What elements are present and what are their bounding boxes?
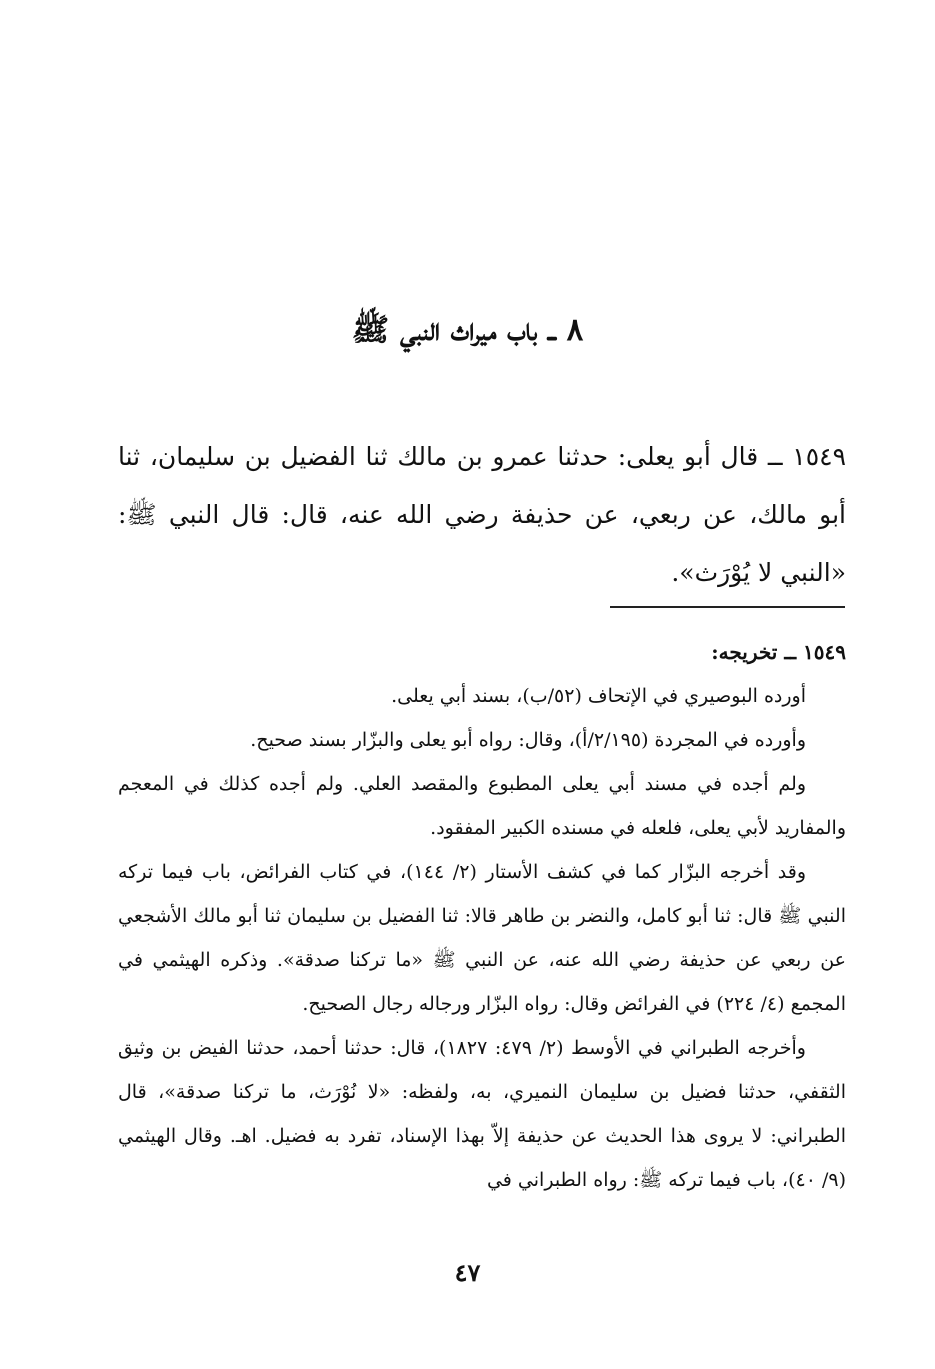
hadith-block — [118, 428, 846, 602]
takhrij-paragraph: وقد أخرجه البزّار كما في كشف الأستار (٢/ ١٤٤)، في كتاب الفرائض، باب فيما تركه النبي ﷺ قال: ثنا أبو كامل، والنضر بن طاهر قالا: ثنا الفضيل بن سليمان ثنا أبو مالك الأشجعي عن ربعي عن حذيفة رضي الله عنه، عن النبي ﷺ «ما تركنا صدقة». وذكره الهيثمي في المجمع (٤/ ٢٢٤) في الفرائض وقال: رواه البزّار ورجاله رجال الصحيح. — [118, 861, 846, 1015]
takhrij-section — [118, 630, 846, 1202]
takhrij-paragraph: وأورده في المجردة (٢/١٩٥/أ)، وقال: رواه أبو يعلى والبزّار بسند صحيح. — [250, 729, 806, 751]
takhrij-paragraph: وأخرجه الطبراني في الأوسط (٢/ ٤٧٩: ١٨٢٧)، قال: حدثنا أحمد، حدثنا الفيض بن وثيق الثقفي، حدثنا فضيل بن سليمان النميري، به، ولفظه: «لا نُوْرَث، ما تركنا صدقة»، قال الطبراني: لا يروى هذا الحديث عن حذيفة إلاّ بهذا الإسناد، تفرد به فضيل. اهـ. وقال الهيثمي (٩/ ٤٠)، باب فيما تركه ﷺ: رواه الطبراني في — [118, 1037, 846, 1191]
takhrij-heading: ١٥٤٩ ــ تخريجه: — [711, 640, 846, 664]
chapter-heading: ٨ ــ باب ميراث النبي ﷺ — [351, 312, 584, 348]
page-number: ٤٧ — [454, 1258, 481, 1287]
hadith-text: ١٥٤٩ ــ قال أبو يعلى: حدثنا عمرو بن مالك ثنا الفضيل بن سليمان، ثنا أبو مالك، عن ربعي، عن حذيفة رضي الله عنه، قال: قال النبي ﷺ: «النبي لا يُوْرَث». — [118, 442, 846, 587]
takhrij-paragraph: ولم أجده في مسند أبي يعلى المطبوع والمقصد العلي. ولم أجده كذلك في المعجم والمفاريد لأبي يعلى، فلعله في مسنده الكبير المفقود. — [118, 773, 846, 839]
takhrij-paragraph: أورده البوصيري في الإتحاف (٥٢/ب)، بسند أبي يعلى. — [391, 685, 806, 707]
footnote-separator — [610, 606, 845, 608]
